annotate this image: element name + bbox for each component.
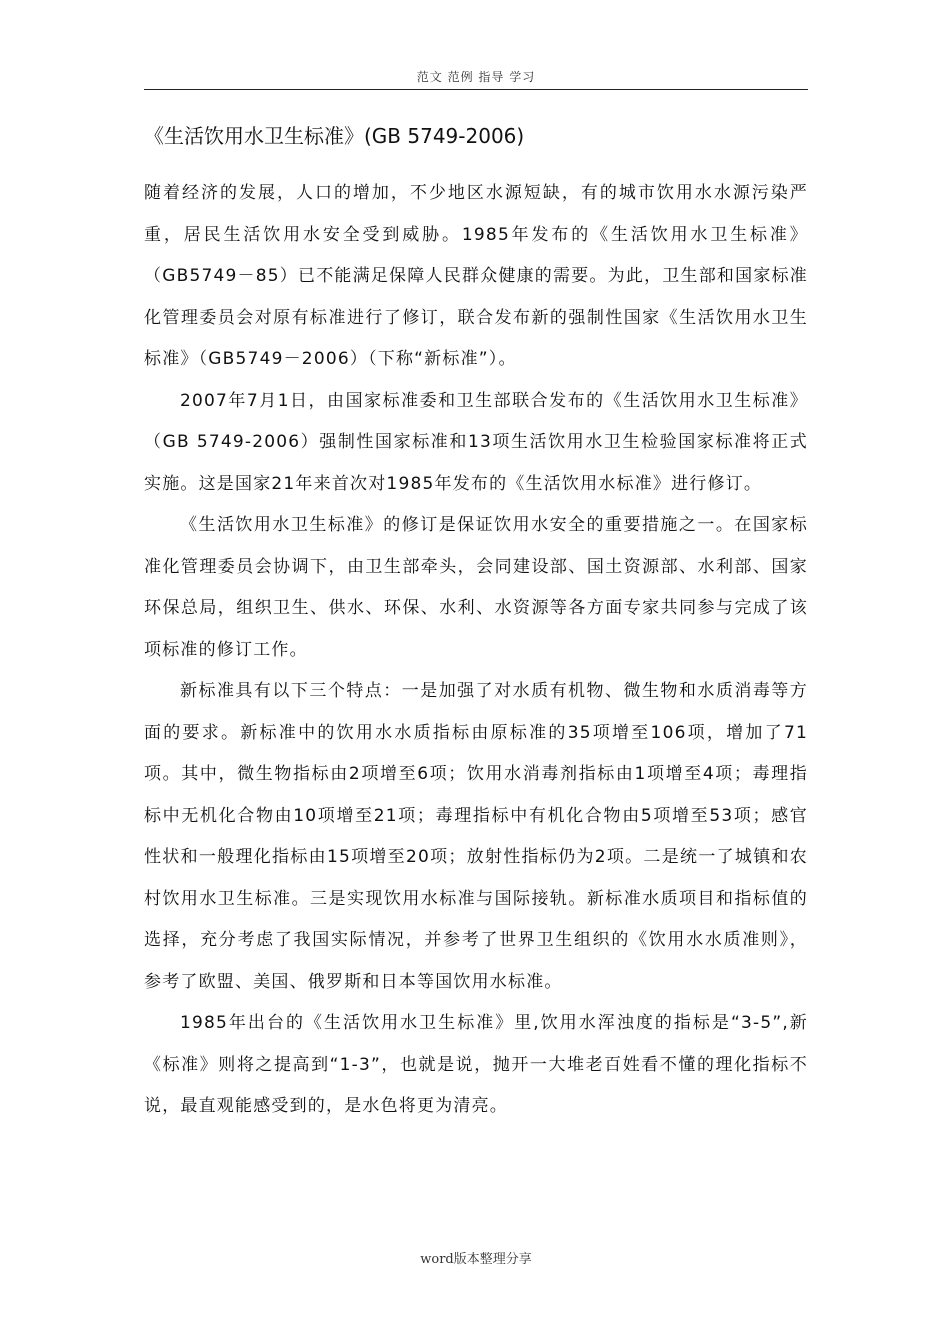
document-title: 《生活饮用水卫生标准》(GB 5749-2006)	[144, 124, 525, 148]
paragraph-4: 新标准具有以下三个特点：一是加强了对水质有机物、微生物和水质消毒等方面的要求。新标准中的饮用水水质指标由原标准的35项增至106项，增加了71项。其中，微生物指标由2项增至6项；饮用水消毒剂指标由1项增至4项；毒理指标中无机化合物由10项增至21项；毒理指标中有机化合物由5项增至53项；感官性状和一般理化指标由15项增至20项；放射性指标仍为2项。二是统一了城镇和农村饮用水卫生标准。三是实现饮用水标准与国际接轨。新标准水质项目和指标值的选择，充分考虑了我国实际情况，并参考了世界卫生组织的《饮用水水质准则》，参考了欧盟、美国、俄罗斯和日本等国饮用水标准。	[144, 681, 808, 992]
paragraph-2: 2007年7月1日，由国家标准委和卫生部联合发布的《生活饮用水卫生标准》（GB 5749-2006）强制性国家标准和13项生活饮用水卫生检验国家标准将正式实施。这是国家21年来首次对1985年发布的《生活饮用水标准》进行修订。	[144, 390, 808, 494]
document-body	[144, 173, 808, 1128]
paragraph-1: 随着经济的发展，人口的增加，不少地区水源短缺，有的城市饮用水水源污染严重，居民生活饮用水安全受到威胁。1985年发布的《生活饮用水卫生标准》（GB5749－85）已不能满足保障人民群众健康的需要。为此，卫生部和国家标准化管理委员会对原有标准进行了修订，联合发布新的强制性国家《生活饮用水卫生标准》（GB5749－2006）（下称“新标准”）。	[144, 183, 808, 369]
paragraph-3: 《生活饮用水卫生标准》的修订是保证饮用水安全的重要措施之一。在国家标准化管理委员会协调下，由卫生部牵头，会同建设部、国土资源部、水利部、国家环保总局，组织卫生、供水、环保、水利、水资源等各方面专家共同参与完成了该项标准的修订工作。	[144, 515, 808, 660]
page-header: 范文 范例 指导 学习	[416, 70, 536, 84]
header-divider	[144, 89, 808, 90]
page-footer: word版本整理分享	[420, 1252, 532, 1267]
paragraph-5: 1985年出台的《生活饮用水卫生标准》里,饮用水浑浊度的指标是“3-5”,新《标准》则将之提高到“1-3”，也就是说，抛开一大堆老百姓看不懂的理化指标不说，最直观能感受到的，是水色将更为清亮。	[144, 1013, 808, 1116]
